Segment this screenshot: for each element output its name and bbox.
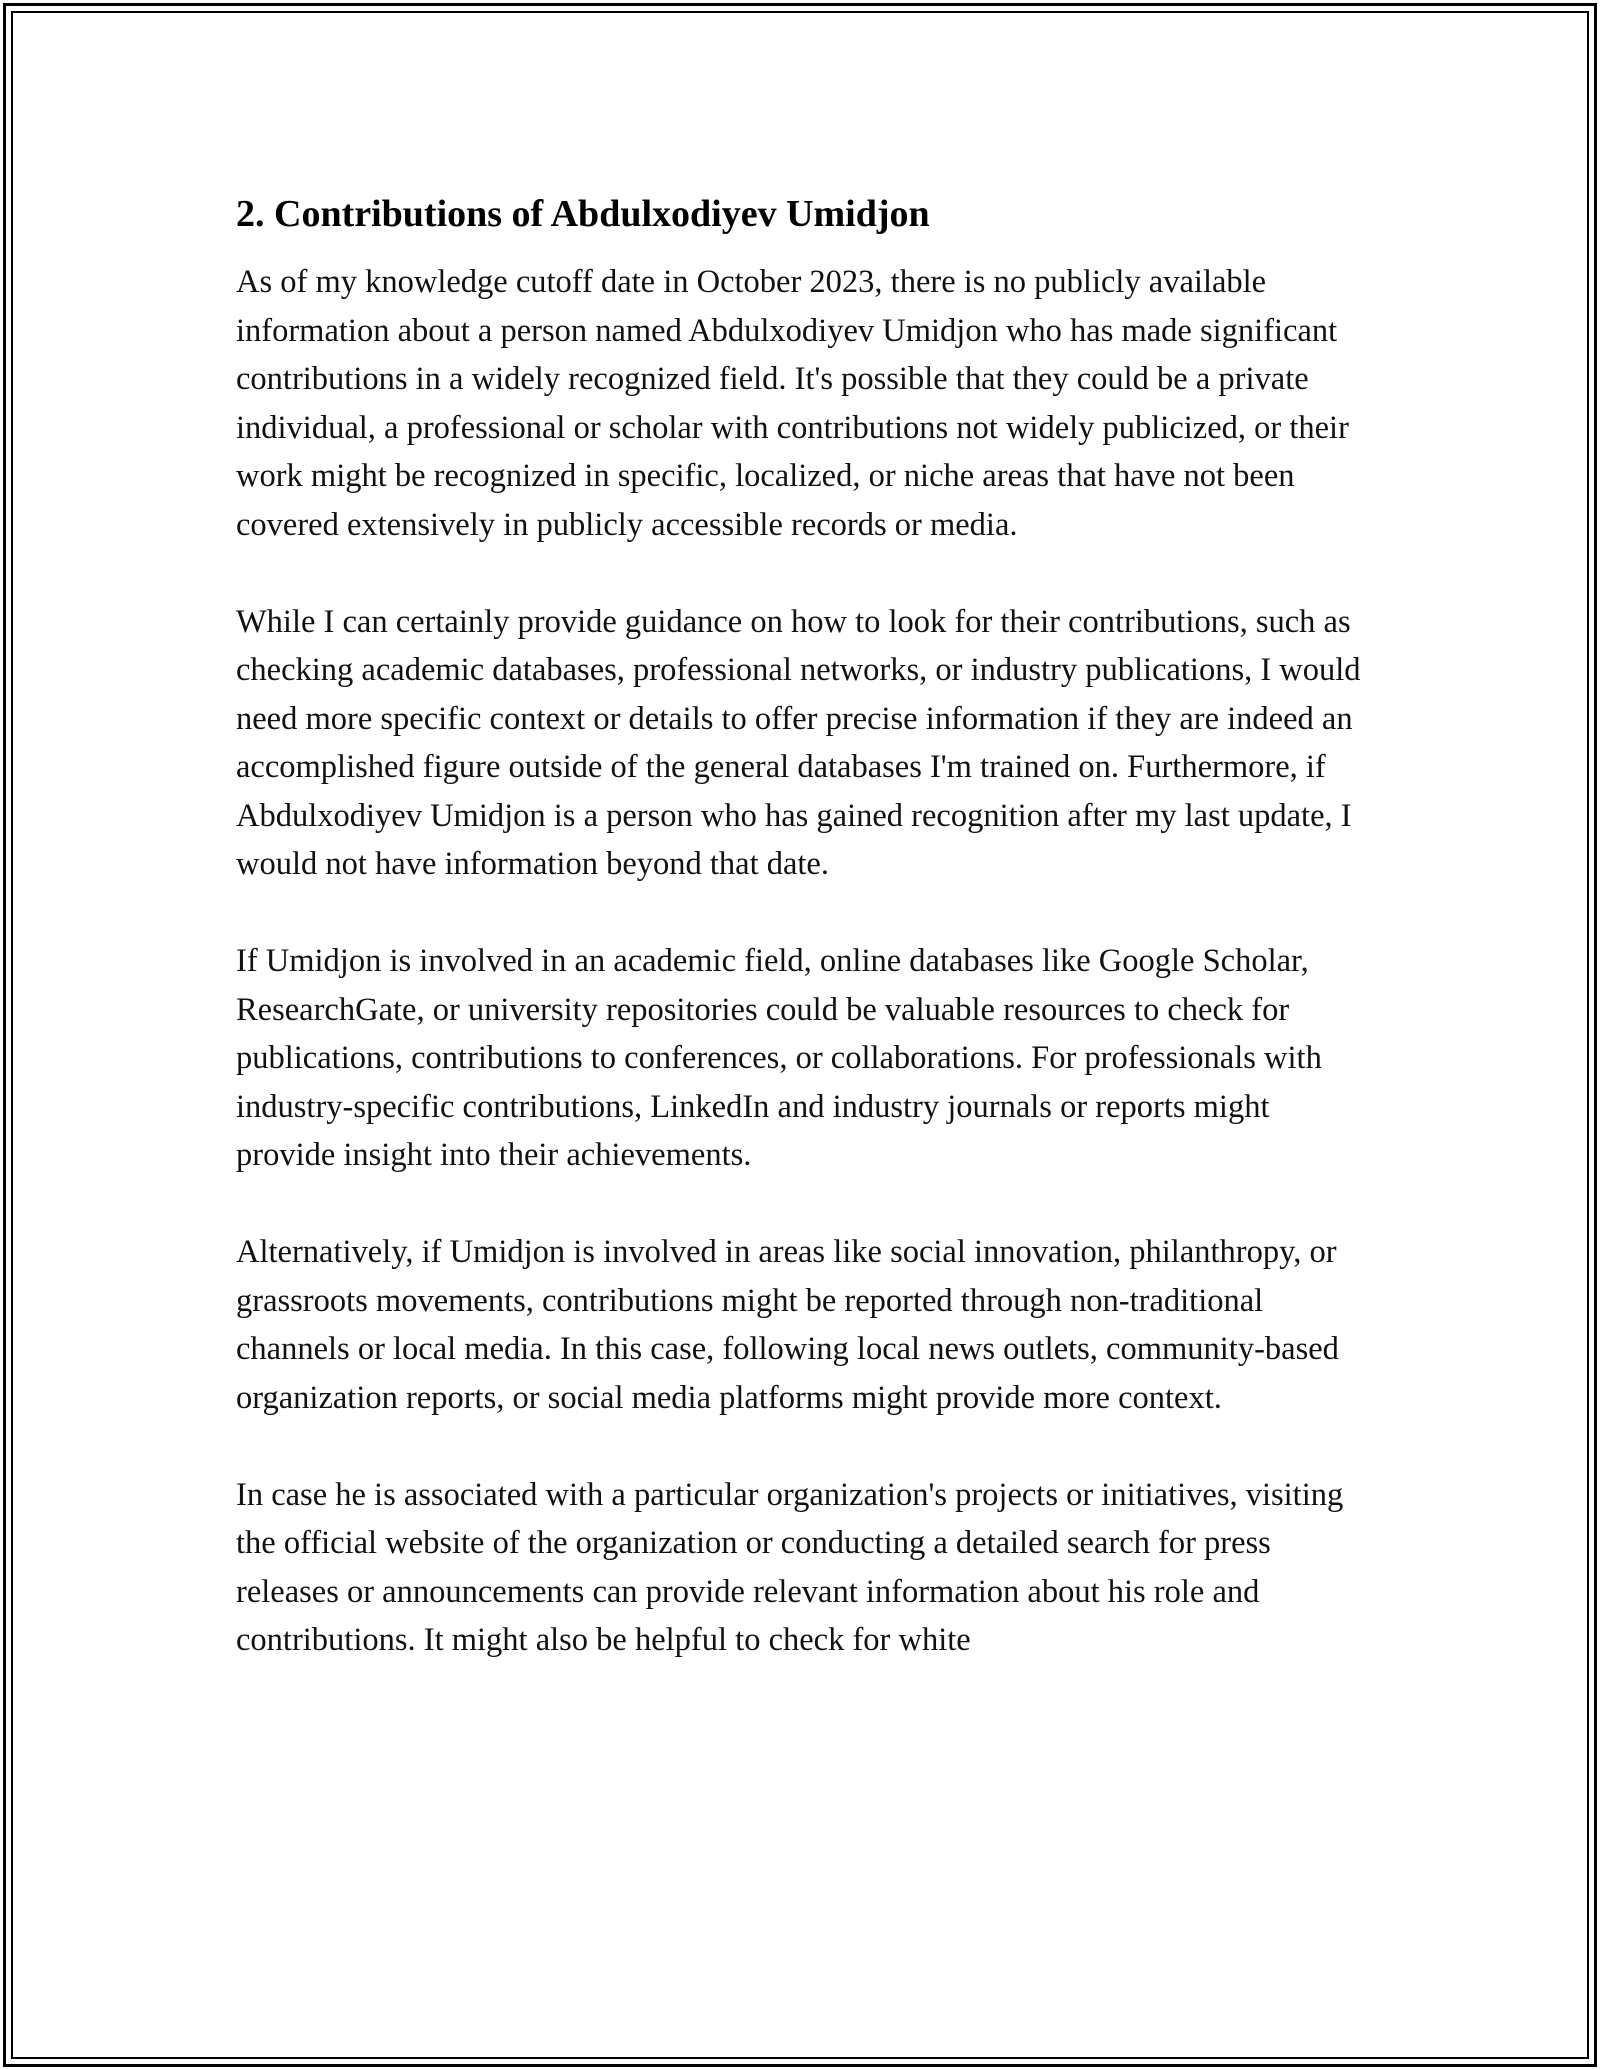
paragraph-4: Alternatively, if Umidjon is involved in areas like social innovation, philanthropy, or grassroots movements, contributions might be reported through non-traditional channels or local media. In this case, following local news outlets, community-based organization reports, or social media platforms might provide more context.	[236, 1234, 1339, 1416]
document-body	[236, 186, 1372, 1713]
paragraph-5: In case he is associated with a particular organization's projects or initiatives, visiting the official website of the organization or conducting a detailed search for press releases or announcements can provide relevant information about his role and contributions. It might also be helpful to check for white	[236, 1476, 1344, 1658]
paragraph-2: While I can certainly provide guidance on how to look for their contributions, such as checking academic databases, professional networks, or industry publications, I would need more specific context or details to offer precise information if they are indeed an accomplished figure outside of the general databases I'm trained on. Furthermore, if Abdulxodiyev Umidjon is a person who has gained recognition after my last update, I would not have information beyond that date.	[236, 603, 1361, 882]
section-heading: 2. Contributions of Abdulxodiyev Umidjon	[236, 193, 930, 235]
paragraph-3: If Umidjon is involved in an academic field, online databases like Google Scholar, ResearchGate, or university repositories could be valuable resources to check for publications, contributions to conferences, or collaborations. For professionals with industry-specific contributions, LinkedIn and industry journals or reports might provide insight into their achievements.	[236, 943, 1322, 1173]
paragraph-1: As of my knowledge cutoff date in October 2023, there is no publicly available information about a person named Abdulxodiyev Umidjon who has made significant contributions in a widely recognized field. It's possible that they could be a private individual, a professional or scholar with contributions not widely publicized, or their work might be recognized in specific, localized, or niche areas that have not been covered extensively in publicly accessible records or media.	[236, 264, 1349, 543]
